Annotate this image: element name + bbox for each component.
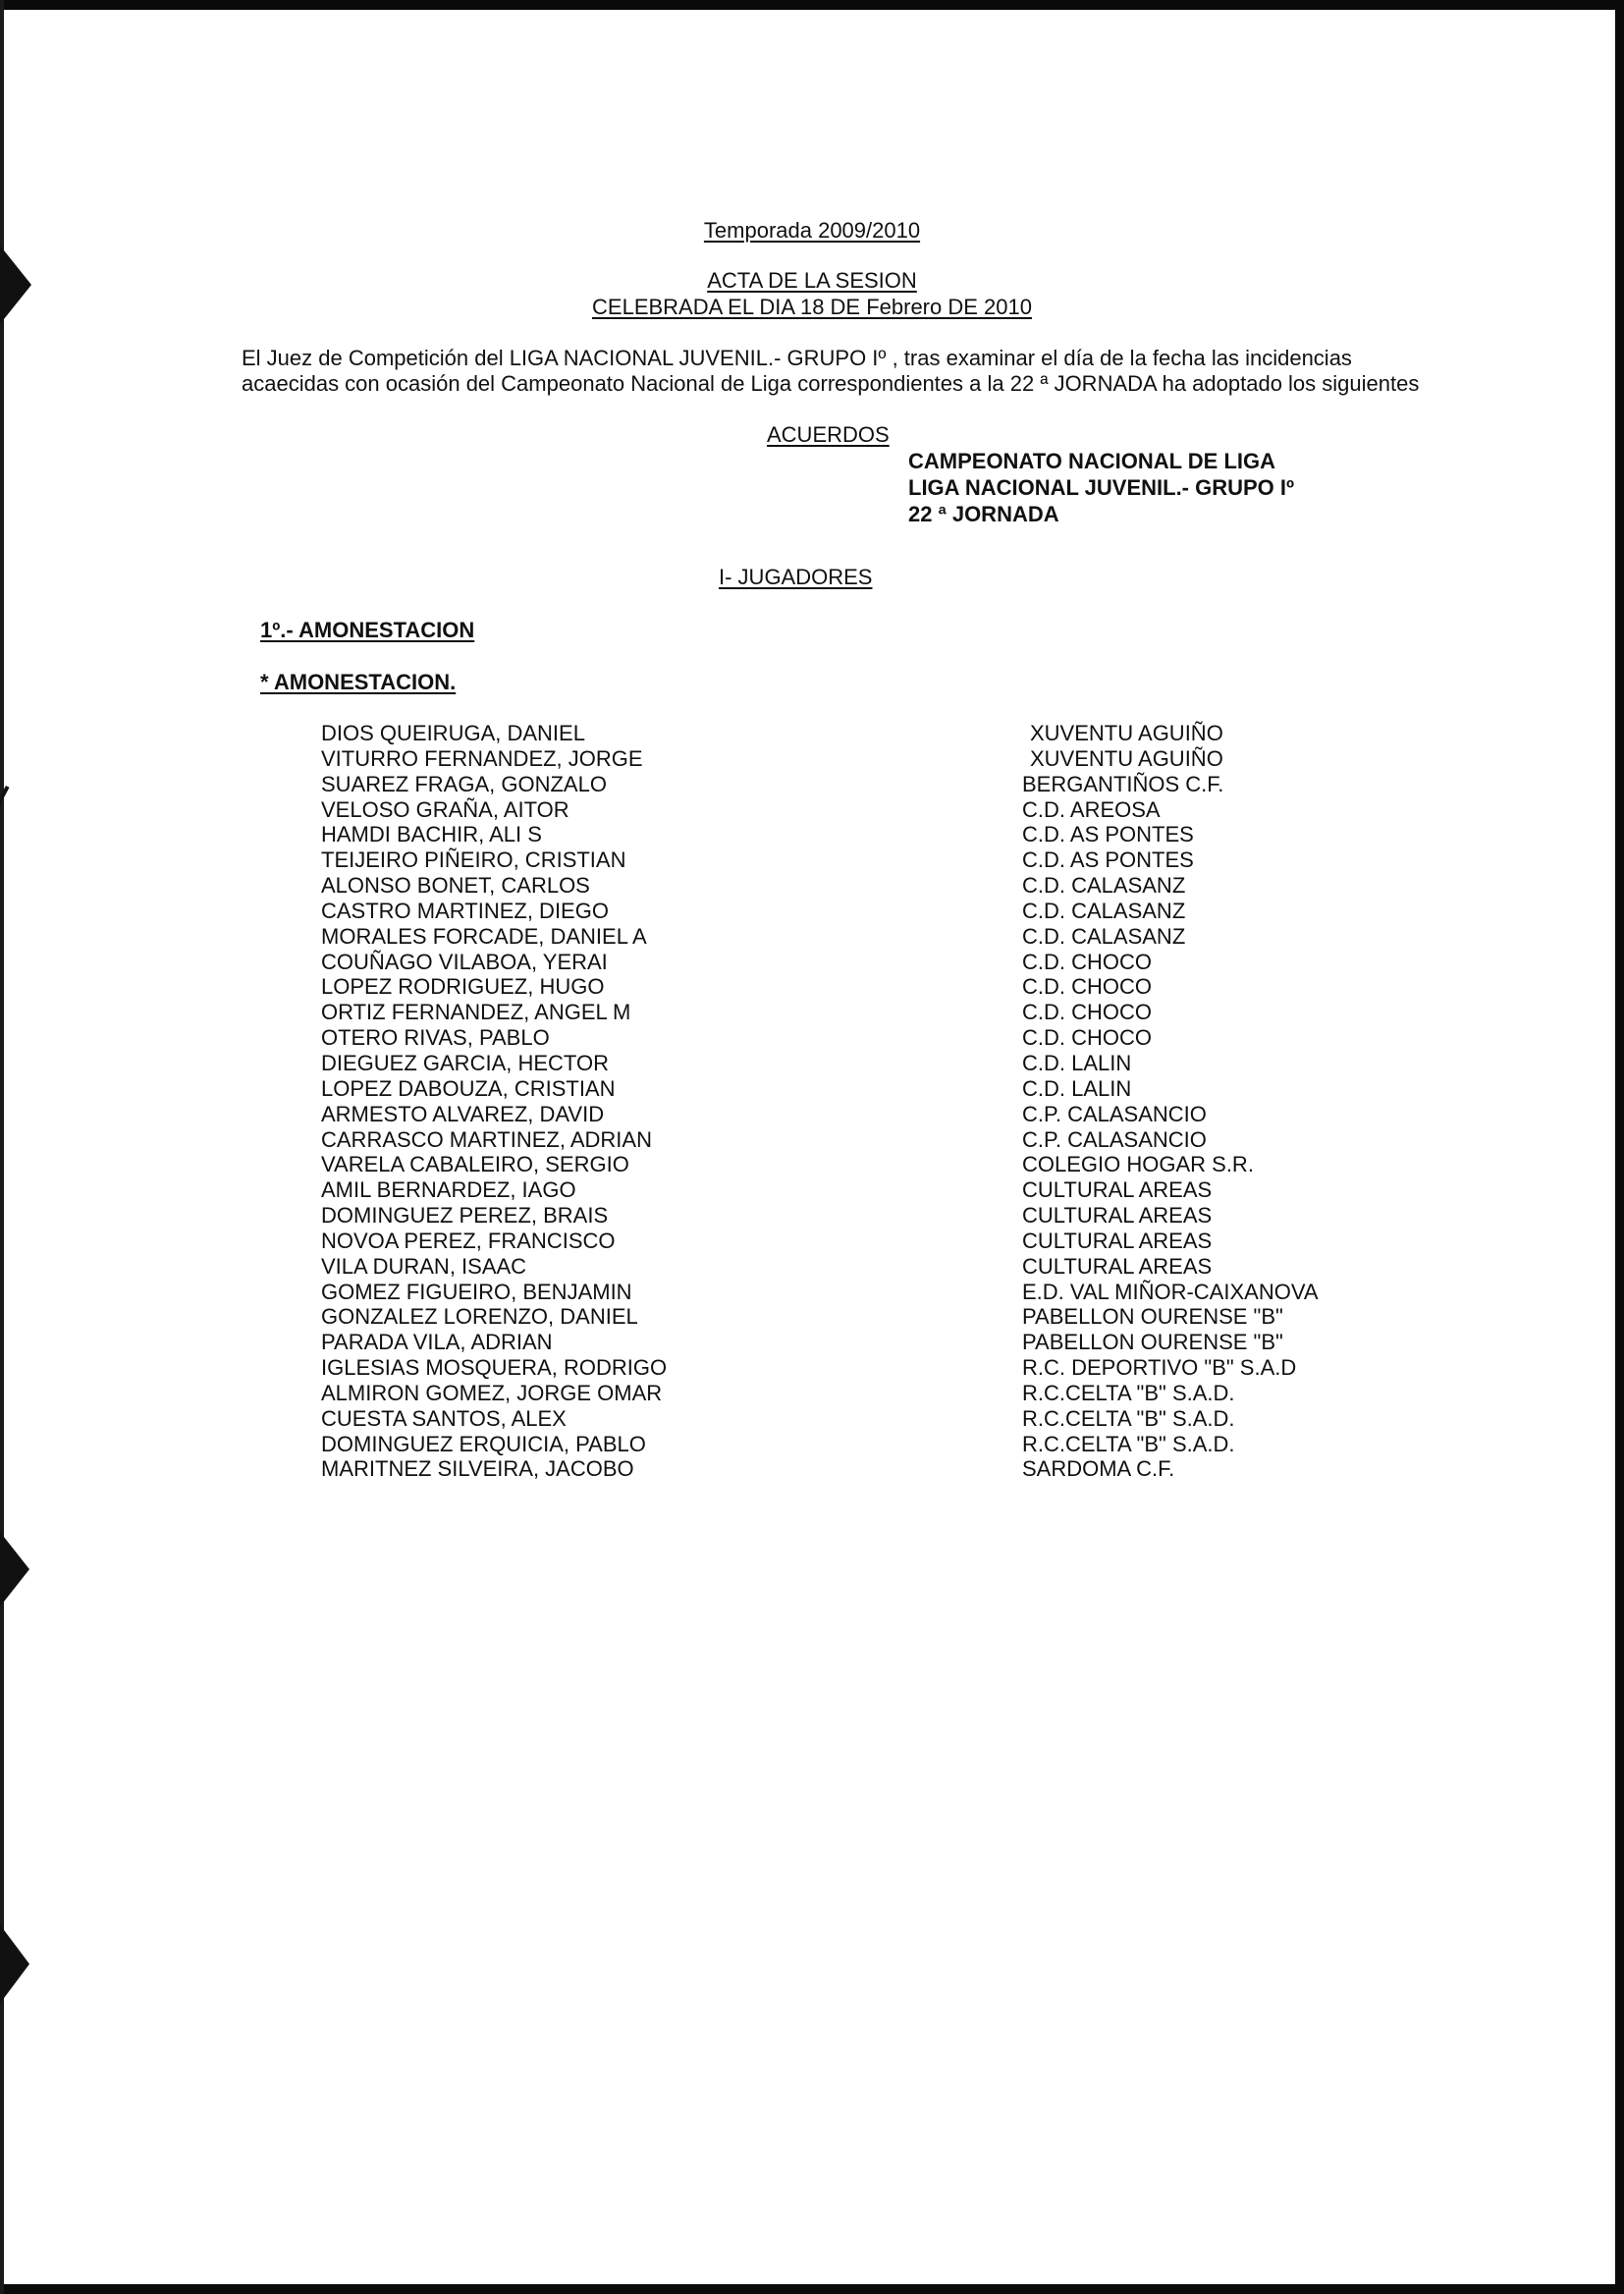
player-club: XUVENTU AGUIÑO	[1030, 721, 1223, 745]
player-club: CULTURAL AREAS	[1022, 1177, 1213, 1203]
player-name: ALMIRON GOMEZ, JORGE OMAR	[321, 1380, 663, 1405]
player-name: AMIL BERNARDEZ, IAGO	[321, 1177, 576, 1203]
player-club: CULTURAL AREAS	[1022, 1203, 1213, 1229]
player-club: C.D. CALASANZ	[1022, 873, 1186, 899]
player-club: C.D. LALIN	[1022, 1050, 1132, 1075]
player-club: C.D. AS PONTES	[1022, 822, 1194, 847]
player-club: R.C. DEPORTIVO "B" S.A.D	[1022, 1355, 1297, 1381]
player-name-list	[321, 721, 667, 1482]
player-name: ARMESTO ALVAREZ, DAVID	[321, 1101, 605, 1126]
player-name: CARRASCO MARTINEZ, ADRIAN	[321, 1126, 652, 1152]
player-club: R.C.CELTA "B" S.A.D.	[1022, 1431, 1235, 1456]
player-name: PARADA VILA, ADRIAN	[321, 1330, 553, 1355]
player-club: C.D. CALASANZ	[1022, 898, 1186, 923]
scan-border-bottom	[0, 2284, 1624, 2294]
acuerdos-label: ACUERDOS	[767, 422, 890, 447]
player-name: OTERO RIVAS, PABLO	[321, 1025, 550, 1051]
round-name: 22 ª JORNADA	[908, 502, 1059, 526]
player-club: CULTURAL AREAS	[1022, 1228, 1213, 1253]
player-club-list	[1022, 721, 1319, 1482]
player-name: DIOS QUEIRUGA, DANIEL	[321, 721, 585, 745]
player-club: C.D. CHOCO	[1022, 1000, 1152, 1025]
player-club: C.D. AREOSA	[1022, 796, 1161, 822]
player-club: C.D. LALIN	[1022, 1075, 1132, 1101]
player-club: PABELLON OURENSE "B"	[1022, 1330, 1283, 1355]
session-date-heading: CELEBRADA EL DIA 18 DE Febrero DE 2010	[592, 295, 1032, 319]
player-name: HAMDI BACHIR, ALI S	[321, 822, 542, 847]
punch-hole-mark	[0, 1925, 29, 2003]
list-heading: * AMONESTACION.	[260, 670, 457, 694]
player-name: GONZALEZ LORENZO, DANIEL	[321, 1304, 638, 1330]
intro-paragraph	[242, 346, 1469, 397]
player-name: TEIJEIRO PIÑEIRO, CRISTIAN	[321, 847, 626, 873]
player-name: SUAREZ FRAGA, GONZALO	[321, 771, 607, 796]
intro-line: acaecidas con ocasión del Campeonato Nacional de Liga correspondientes a la 22 ª JORNADA ha adoptado los siguientes	[242, 371, 1420, 396]
player-name: IGLESIAS MOSQUERA, RODRIGO	[321, 1355, 668, 1381]
player-club: BERGANTIÑOS C.F.	[1022, 771, 1224, 796]
player-club: CULTURAL AREAS	[1022, 1253, 1213, 1279]
player-club: C.D. CHOCO	[1022, 1025, 1152, 1051]
scan-border-top	[0, 0, 1624, 10]
player-club: SARDOMA C.F.	[1022, 1456, 1175, 1482]
player-name: GOMEZ FIGUEIRO, BENJAMIN	[321, 1279, 632, 1304]
section-title: I- JUGADORES	[719, 565, 873, 589]
player-club: C.D. CHOCO	[1022, 974, 1152, 1000]
player-name: NOVOA PEREZ, FRANCISCO	[321, 1228, 616, 1253]
player-name: VARELA CABALEIRO, SERGIO	[321, 1152, 629, 1177]
player-name: ORTIZ FERNANDEZ, ANGEL M	[321, 1000, 631, 1025]
player-club: C.P. CALASANCIO	[1022, 1126, 1207, 1152]
player-name: CUESTA SANTOS, ALEX	[321, 1405, 567, 1431]
player-club: C.D. CHOCO	[1022, 949, 1152, 974]
player-club: PABELLON OURENSE "B"	[1022, 1304, 1283, 1330]
player-name: VITURRO FERNANDEZ, JORGE	[321, 745, 643, 771]
player-name: MARITNEZ SILVEIRA, JACOBO	[321, 1456, 634, 1482]
competition-name: CAMPEONATO NACIONAL DE LIGA	[908, 449, 1276, 473]
acta-heading: ACTA DE LA SESION	[707, 268, 917, 293]
player-name: VILA DURAN, ISAAC	[321, 1253, 527, 1279]
player-club: COLEGIO HOGAR S.R.	[1022, 1152, 1254, 1177]
player-name: ALONSO BONET, CARLOS	[321, 873, 590, 899]
player-club: C.D. AS PONTES	[1022, 847, 1194, 873]
player-club: XUVENTU AGUIÑO	[1030, 745, 1223, 771]
player-name: COUÑAGO VILABOA, YERAI	[321, 949, 608, 974]
player-name: CASTRO MARTINEZ, DIEGO	[321, 898, 609, 923]
season-heading: Temporada 2009/2010	[703, 218, 921, 243]
intro-line: El Juez de Competición del LIGA NACIONAL JUVENIL.- GRUPO Iº , tras examinar el día de la fecha las incidencias	[242, 346, 1352, 370]
player-name: DOMINGUEZ PEREZ, BRAIS	[321, 1203, 609, 1229]
player-club: E.D. VAL MIÑOR-CAIXANOVA	[1022, 1279, 1319, 1304]
subsection-title: 1º.- AMONESTACION	[260, 618, 475, 642]
player-club: R.C.CELTA "B" S.A.D.	[1022, 1405, 1235, 1431]
player-name: MORALES FORCADE, DANIEL A	[321, 923, 647, 949]
player-club: C.P. CALASANCIO	[1022, 1101, 1207, 1126]
league-name: LIGA NACIONAL JUVENIL.- GRUPO Iº	[908, 475, 1295, 500]
punch-hole-mark	[0, 1532, 29, 1607]
player-club: R.C.CELTA "B" S.A.D.	[1022, 1380, 1235, 1405]
player-club: C.D. CALASANZ	[1022, 923, 1186, 949]
scan-border-right	[1615, 0, 1624, 2294]
player-name: VELOSO GRAÑA, AITOR	[321, 796, 569, 822]
player-name: LOPEZ DABOUZA, CRISTIAN	[321, 1075, 616, 1101]
player-name: DIEGUEZ GARCIA, HECTOR	[321, 1050, 609, 1075]
player-name: DOMINGUEZ ERQUICIA, PABLO	[321, 1431, 646, 1456]
player-name: LOPEZ RODRIGUEZ, HUGO	[321, 974, 605, 1000]
